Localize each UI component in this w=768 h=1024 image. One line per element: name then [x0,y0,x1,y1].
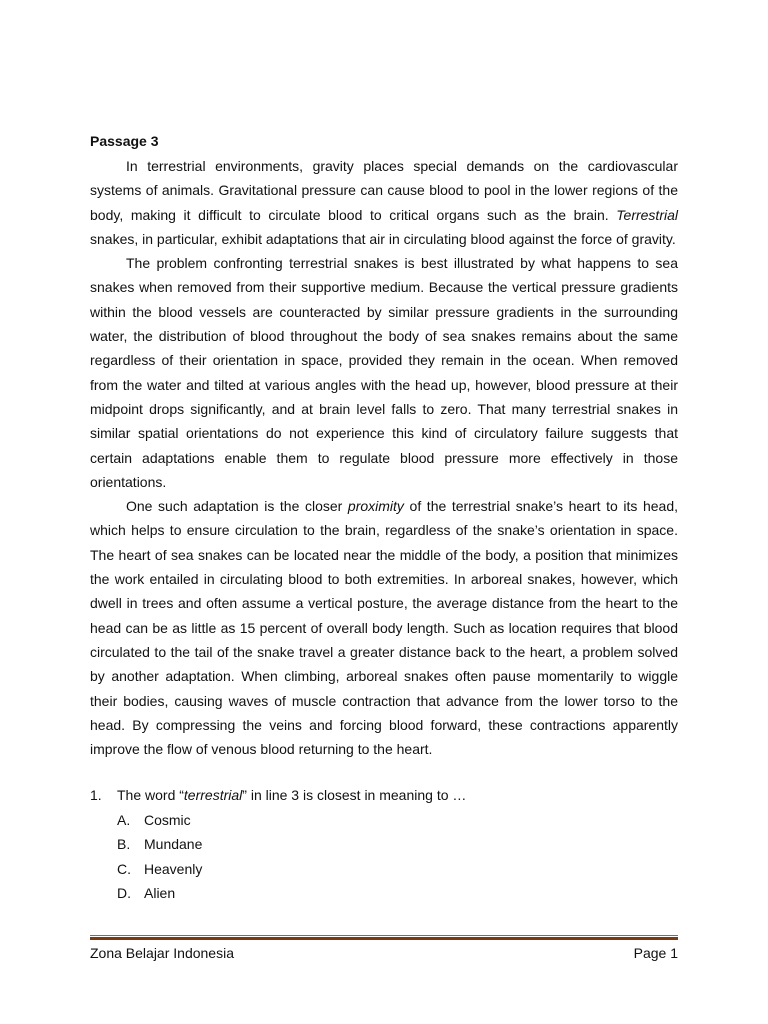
question-stem-before: The word “ [117,787,184,804]
option-letter: B. [117,836,131,853]
question-stem-emphasis: terrestrial [183,787,243,804]
paragraph-1-text-a: In terrestrial environments, gravity places special demands on the cardiovascular systems of animals. Gravitational pressure can cause blood to pool in the lower regions of the body, making it difficult to circulate blood to critical organs such as the brain. [90,158,678,223]
paragraph-3-emphasis: proximity [347,498,404,515]
paragraph-1-text-b: snakes, in particular, exhibit adaptations that air in circulating blood against the force of gravity. [90,230,676,247]
question-1 [90,783,678,808]
paragraph-3 [90,494,678,761]
paragraph-1 [90,154,678,251]
answer-options [117,808,678,906]
option-text: Cosmic [144,811,191,828]
footer-divider-thick [90,937,678,940]
footer-page-number: Page 1 [633,945,678,961]
option-text: Alien [144,885,176,902]
question-stem [117,783,466,808]
footer-divider [90,935,678,940]
option-c [117,857,678,882]
paragraph-3-text-b: of the terrestrial snake’s heart to its head, which helps to ensure circulation to the brain, regardless of the snake’s orientation in space. The heart of sea snakes can be located near the middle of the body, a position that minimizes the work entailed in circulating blood to both extremities. In arboreal snakes, however, which dwell in trees and often assume a vertical posture, the average distance from the heart to the head can be as little as 15 percent of overall body length. Such as location requires that blood circulated to the tail of the snake travel a greater distance back to the heart, a problem solved by another adaptation. When climbing, arboreal snakes often pause momentarily to wiggle their bodies, causing waves of muscle contraction that advance from the lower torso to the head. By compressing the veins and forcing blood forward, these contractions apparently improve the flow of venous blood returning to the heart. [90,498,679,758]
option-letter: D. [117,885,131,902]
option-d [117,881,678,906]
option-text: Mundane [144,836,203,853]
option-a [117,808,678,833]
paragraph-3-text-a: One such adaptation is the closer [126,498,348,515]
passage-title: Passage 3 [90,133,159,149]
question-stem-after: ” in line 3 is closest in meaning to … [242,787,467,804]
question-list [90,783,678,906]
paragraph-2: The problem confronting terrestrial snakes is best illustrated by what happens to sea snakes when removed from their supportive medium. Because the vertical pressure gradients within the blood vessels are counteracted by similar pressure gradients in the surrounding water, the distribution of blood throughout the body of sea snakes remains about the same regardless of their orientation in space, provided they remain in the ocean. When removed from the water and tilted at various angles with the head up, however, blood pressure at their midpoint drops significantly, and at brain level falls to zero. That many terrestrial snakes in similar spatial orientations do not experience this kind of circulatory failure suggests that certain adaptations enable them to regulate blood pressure more effectively in those orientations. [90,255,678,490]
footer-divider-thin [90,935,678,936]
question-number: 1. [90,787,102,804]
document-page [90,131,678,906]
option-b [117,832,678,857]
paragraph-1-emphasis: Terrestrial [616,206,678,223]
page-footer [90,943,678,963]
option-letter: A. [117,811,131,828]
option-letter: C. [117,860,131,877]
option-text: Heavenly [144,860,203,877]
footer-publisher: Zona Belajar Indonesia [90,945,234,961]
